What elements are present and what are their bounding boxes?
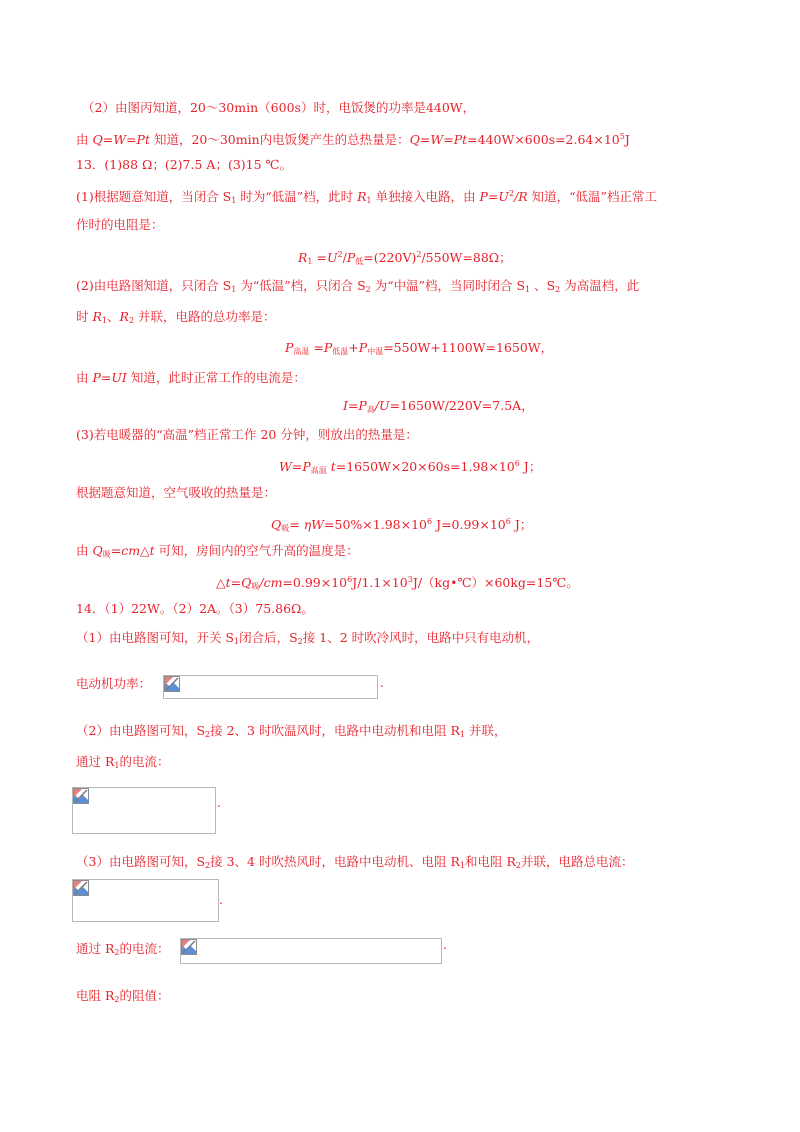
text-run: + [348,340,359,355]
subscript: 2 [114,995,120,1004]
formula-current [343,398,534,418]
text-run: J； [510,517,533,532]
text-run: 、S [530,278,556,293]
superscript: 2 [416,250,422,259]
solution-13-2-line3 [76,370,306,386]
solution-13-2-line1 [76,278,639,298]
text-run: （1）由电路图可知，开关 S [76,630,234,645]
text-run: (1)根据题意知道，当闭合 S [76,189,232,204]
text-run: 的阻值： [119,988,170,1003]
subscript: 1 [234,637,240,646]
text-run: J/（kg•℃）×60kg=15℃。 [412,575,579,590]
superscript: 6 [514,459,520,468]
text-run: 接 1、2 时吹冷风时，电路中只有电动机， [302,630,540,645]
formula: P=U [479,189,509,204]
subscript: 中温 [367,347,384,356]
broken-image-icon [181,939,197,955]
text-run: 为高温档，此 [560,278,640,293]
text-run: J=0.99×10 [432,517,506,532]
formula: R [92,309,102,324]
subscript: 吸 [251,582,260,591]
subscript: 1 [231,285,237,294]
text-run: 的电流： [119,941,170,956]
text-run: / [342,250,347,265]
formula: = ηW [289,517,325,532]
solution-14-2-line1 [76,723,506,743]
formula: △t [216,575,231,590]
superscript: 6 [347,575,353,584]
subscript: 低温 [332,347,349,356]
formula: U [326,250,338,265]
formula: R [357,189,367,204]
superscript: 2 [508,189,515,198]
subscript: 1 [231,196,237,205]
text-run: 知道，此时正常工作的电流是： [126,370,306,385]
subscript: 2 [205,861,211,870]
formula: Q=W=Pt [92,132,150,147]
subscript: 2 [128,316,135,325]
formula: P [358,340,368,355]
text-run: =550W+1100W=1650W， [383,340,554,355]
subscript: 2 [205,730,211,739]
text-run: （3）由电路图可知，S [76,854,206,869]
text-run: = [309,340,324,355]
text-run: 由 [76,132,93,147]
solution-line-heat-total [76,129,630,148]
formula: P=UI [92,370,127,385]
text-run: = [312,250,327,265]
formula-delta-t [216,572,579,595]
superscript: 3 [407,575,413,584]
subscript: 2 [365,285,371,294]
missing-formula-image [163,675,378,699]
subscript: 吸 [281,524,290,533]
formula-r1 [298,247,512,270]
formula: W=P [279,459,311,474]
answer-14-header: 14．（1）22W。（2）2A。（3）75.86Ω。 [76,601,314,616]
text-run: 通过 R [76,754,115,769]
text-run: 知道，20～30min内电饭煲产生的总热量是： [149,132,410,147]
formula: Q=W=Pt [409,132,468,147]
text-run: 知道，“低温”档正常工 [527,189,657,204]
solution-14-3-line3 [76,988,170,1008]
missing-formula-image [180,938,442,964]
solution-14-2-line2 [76,754,170,774]
formula: =cm△t [110,543,155,558]
answer-13-header: 13．(1)88 Ω；(2)7.5 A；(3)15 ℃。 [76,157,293,172]
text-run: /550W=88Ω； [421,250,512,265]
subscript: 1 [366,196,372,205]
text-run: 接 2、3 时吹温风时，电路中电动机和电阻 R [210,723,460,738]
formula-heat-absorbed [271,514,532,537]
formula: R [298,250,308,265]
superscript: 5 [619,132,625,141]
formula-work [279,456,541,479]
punctuation: . [380,676,384,690]
formula: I=P [343,398,367,413]
subscript: 高温 [310,466,327,475]
formula: /R [514,189,528,204]
text-run: J [624,132,630,147]
text-run: 可知，房间内的空气升高的温度是： [154,543,359,558]
solution-13-3-line1: (3)若电暖器的“高温”档正常工作 20 分钟，则放出的热量是： [76,427,418,442]
broken-image-icon [73,788,89,804]
formula: /U [374,398,390,413]
punctuation: . [217,796,221,810]
punctuation: . [443,938,447,952]
text-run: 电阻 R [76,988,115,1003]
subscript: 高 [366,405,375,414]
text-run: 、 [107,309,120,324]
subscript: 1 [101,316,107,325]
text-run: =440W×600s=2.64×10 [467,132,620,147]
subscript: 1 [459,730,465,739]
missing-formula-image [72,787,216,834]
subscript: 2 [297,637,303,646]
solution-line-12-2: （2）由图丙知道，20～30min（600s）时，电饭煲的功率是440W， [82,100,476,115]
missing-formula-image [72,879,219,922]
text-run: =(220V) [363,250,417,265]
text-run: J； [519,459,542,474]
subscript: 2 [114,948,120,957]
text-run: 为“中温”档，当同时闭合 S [370,278,526,293]
text-run: =1650W/220V=7.5A， [389,398,534,413]
broken-image-icon [164,676,180,692]
text-run: 时为“低温”档，此时 [236,189,358,204]
superscript: 6 [427,517,433,526]
text-run: =0.99×10 [282,575,348,590]
solution-14-3-line2 [76,941,170,961]
text-run: J/1.1×10 [352,575,408,590]
text-run: 由 [76,543,93,558]
solution-13-3-line2: 根据题意知道，空气吸收的热量是： [76,485,277,500]
formula: Q [92,543,103,558]
text-run: 为“低温”档，只闭合 S [236,278,366,293]
text-run: 和电阻 R [464,854,516,869]
formula-p-high [285,340,553,360]
text-run: = [230,575,242,590]
subscript: 1 [459,861,465,870]
solution-13-3-line3 [76,543,359,563]
text-run: 由 [76,370,93,385]
text-run: 闭合后，S [239,630,298,645]
text-run: 接 3、4 时吹热风时，电路中电动机、电阻 R [210,854,460,869]
subscript: 1 [114,761,120,770]
subscript: 2 [515,861,521,870]
solution-13-1-line1 [76,186,657,209]
text-run: 并联， [464,723,507,738]
superscript: 2 [337,250,343,259]
text-run: 单独接入电路，由 [371,189,480,204]
subscript: 1 [525,285,531,294]
solution-14-1-line1 [76,630,539,650]
text-run: 通过 R [76,941,115,956]
punctuation: . [219,893,223,907]
solution-14-1-line2: 电动机功率： [76,676,152,691]
text-run: 的电流： [119,754,170,769]
subscript: 高温 [293,347,310,356]
broken-image-icon [73,880,89,896]
formula: R [119,309,129,324]
superscript: 6 [505,517,511,526]
solution-13-1-line2: 作时的电阻是： [76,217,164,232]
solution-13-2-line2 [76,309,276,329]
text-run: =1650W×20×60s=1.98×10 [335,459,515,474]
solution-14-3-line1 [76,854,633,874]
formula: Q [271,517,282,532]
subscript: 2 [555,285,561,294]
text-run: 时 [76,309,93,324]
text-run: 并联，电路的总功率是： [134,309,276,324]
subscript: 吸 [102,550,111,559]
text-run: 并联，电路总电流： [520,854,634,869]
text-run: (2)由电路图知道，只闭合 S [76,278,232,293]
text-run: =50%×1.98×10 [324,517,427,532]
text-run: （2）由电路图可知，S [76,723,206,738]
formula: P [346,250,356,265]
formula: t [326,459,336,474]
subscript: 1 [307,257,313,266]
formula: P [323,340,333,355]
subscript: 低 [355,257,364,266]
formula: /cm [259,575,283,590]
formula: Q [241,575,252,590]
formula: P [285,340,294,355]
